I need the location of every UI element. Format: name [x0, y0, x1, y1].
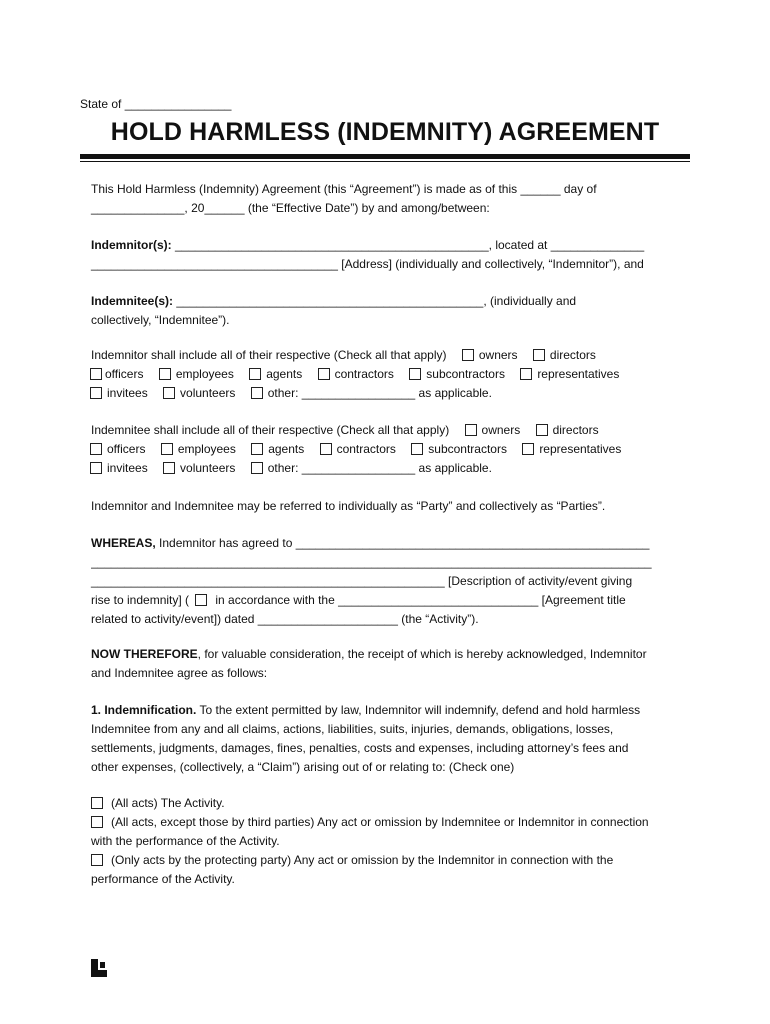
checkbox-indemnitee-officers[interactable] [90, 443, 102, 455]
claim-options [91, 794, 691, 889]
option-label: (All acts) The Activity. [111, 796, 225, 810]
parties-line: Indemnitor and Indemnitee may be referred to individually as “Party” and collectively as “Parties”. [91, 499, 606, 513]
checkbox-label: contractors [334, 367, 394, 381]
whereas-line: in accordance with the ______________________________ [Agreement title [212, 593, 626, 607]
whereas-line: ____________________________________________________________________________________ [91, 555, 652, 569]
whereas-line: rise to indemnity] ( [91, 593, 190, 607]
checkbox-indemnitor-owners[interactable] [462, 349, 474, 361]
checkbox-label: representatives [539, 442, 622, 456]
checkbox-label: subcontractors [426, 367, 505, 381]
indemnitor-includes-lead: Indemnitor shall include all of their respective (Check all that apply) [91, 348, 447, 362]
checkbox-label: contractors [336, 442, 396, 456]
option-label: with the performance of the Activity. [91, 834, 280, 848]
whereas-line: related to activity/event]) dated _____________________ (the “Activity”). [91, 612, 479, 626]
checkbox-label: officers [105, 367, 144, 381]
checkbox-option-except-third-parties[interactable] [91, 816, 103, 828]
title-rule-thin [80, 161, 690, 162]
checkbox-label: directors [552, 423, 599, 437]
checkbox-indemnitee-subcontractors[interactable] [411, 443, 423, 455]
option-label: (All acts, except those by third parties) Any act or omission by Indemnitee or Indemnitor in connection [111, 815, 649, 829]
checkbox-indemnitee-contractors[interactable] [320, 443, 332, 455]
indemnitor-paragraph [91, 236, 691, 274]
indemnitee-paragraph [91, 292, 691, 330]
intro-line: ______________, 20______ (the “Effective Date”) by and among/between: [91, 201, 490, 215]
now-therefore-line: and Indemnitee agree as follows: [91, 666, 268, 680]
now-therefore-line: , for valuable consideration, the receipt of which is hereby acknowledged, Indemnitor [197, 647, 647, 661]
checkbox-label: representatives [537, 367, 620, 381]
indemnitee-line: collectively, “Indemnitee”). [91, 313, 230, 327]
checkbox-label: agents [266, 367, 303, 381]
brand-logo-icon [89, 958, 109, 978]
section-line: settlements, judgments, damages, fines, penalties, costs and expenses, including attorney’s fees and [91, 741, 629, 755]
parties-paragraph [91, 497, 691, 516]
checkbox-label: officers [107, 442, 146, 456]
checkbox-indemnitee-agents[interactable] [251, 443, 263, 455]
now-therefore-label: NOW THEREFORE [91, 647, 198, 661]
checkbox-label: invitees [107, 461, 148, 475]
title-rule-thick [80, 154, 690, 159]
checkbox-indemnitee-other[interactable] [251, 462, 263, 474]
checkbox-label: volunteers [180, 386, 236, 400]
checkbox-indemnitor-subcontractors[interactable] [409, 368, 421, 380]
indemnitee-label: Indemnitee(s): [91, 294, 174, 308]
checkbox-label: other: _________________ as applicable. [267, 461, 492, 475]
checkbox-label: employees [177, 442, 236, 456]
whereas-line: _____________________________________________________ [Description of activity/event giving [91, 574, 633, 588]
checkbox-label: directors [549, 348, 596, 362]
intro-paragraph [91, 180, 691, 218]
section-line: To the extent permitted by law, Indemnitor will indemnify, defend and hold harmless [196, 703, 641, 717]
indemnitor-includes [91, 346, 691, 403]
checkbox-label: agents [268, 442, 305, 456]
checkbox-indemnitee-employees[interactable] [161, 443, 173, 455]
checkbox-indemnitor-contractors[interactable] [318, 368, 330, 380]
document-title: HOLD HARMLESS (INDEMNITY) AGREEMENT [110, 118, 660, 146]
checkbox-indemnitee-invitees[interactable] [90, 462, 102, 474]
checkbox-label: other: _________________ as applicable. [267, 386, 492, 400]
indemnitee-name-field[interactable]: ______________________________________________, (individually and [173, 294, 577, 308]
checkbox-indemnitee-representatives[interactable] [522, 443, 534, 455]
checkbox-indemnitor-agents[interactable] [249, 368, 261, 380]
checkbox-agreement[interactable] [195, 594, 207, 606]
indemnitee-includes [91, 421, 691, 478]
section-line: Indemnitee from any and all claims, actions, liabilities, suits, injuries, demands, obligations, losses, [91, 722, 614, 736]
checkbox-label: subcontractors [428, 442, 507, 456]
checkbox-indemnitor-other[interactable] [251, 387, 263, 399]
checkbox-indemnitee-volunteers[interactable] [163, 462, 175, 474]
section-indemnification [91, 701, 691, 777]
section-line: other expenses, (collectively, a “Claim”) arising out of or relating to: (Check one) [91, 760, 515, 774]
checkbox-indemnitor-directors[interactable] [533, 349, 545, 361]
now-therefore-paragraph [91, 645, 691, 683]
checkbox-label: volunteers [180, 461, 236, 475]
checkbox-indemnitee-owners[interactable] [465, 424, 477, 436]
whereas-line: Indemnitor has agreed to _____________________________________________________ [155, 536, 650, 550]
section-heading: 1. Indemnification. [91, 703, 197, 717]
checkbox-indemnitor-employees[interactable] [159, 368, 171, 380]
checkbox-indemnitor-representatives[interactable] [520, 368, 532, 380]
indemnitee-includes-lead: Indemnitee shall include all of their respective (Check all that apply) [91, 423, 450, 437]
indemnitor-address-line: _____________________________________ [Address] (individually and collectively, “Indemnitor”), and [91, 257, 644, 271]
checkbox-indemnitor-volunteers[interactable] [163, 387, 175, 399]
option-label: performance of the Activity. [91, 872, 235, 886]
option-label: (Only acts by the protecting party) Any act or omission by the Indemnitor in connection with the [111, 853, 614, 867]
checkbox-label: employees [175, 367, 234, 381]
checkbox-option-protecting-party[interactable] [91, 854, 103, 866]
checkbox-label: invitees [107, 386, 148, 400]
indemnitor-label: Indemnitor(s): [91, 238, 172, 252]
checkbox-indemnitee-directors[interactable] [536, 424, 548, 436]
checkbox-label: owners [478, 348, 518, 362]
checkbox-label: owners [481, 423, 521, 437]
checkbox-indemnitor-invitees[interactable] [90, 387, 102, 399]
indemnitor-name-field[interactable]: _______________________________________________, located at ______________ [171, 238, 645, 252]
intro-line: This Hold Harmless (Indemnity) Agreement (this “Agreement”) is made as of this ______ day of [91, 182, 597, 196]
state-field: State of ________________ [80, 97, 232, 111]
checkbox-option-all-acts[interactable] [91, 797, 103, 809]
whereas-paragraph [91, 534, 691, 629]
whereas-label: WHEREAS, [91, 536, 156, 550]
checkbox-indemnitor-officers[interactable] [90, 368, 102, 380]
